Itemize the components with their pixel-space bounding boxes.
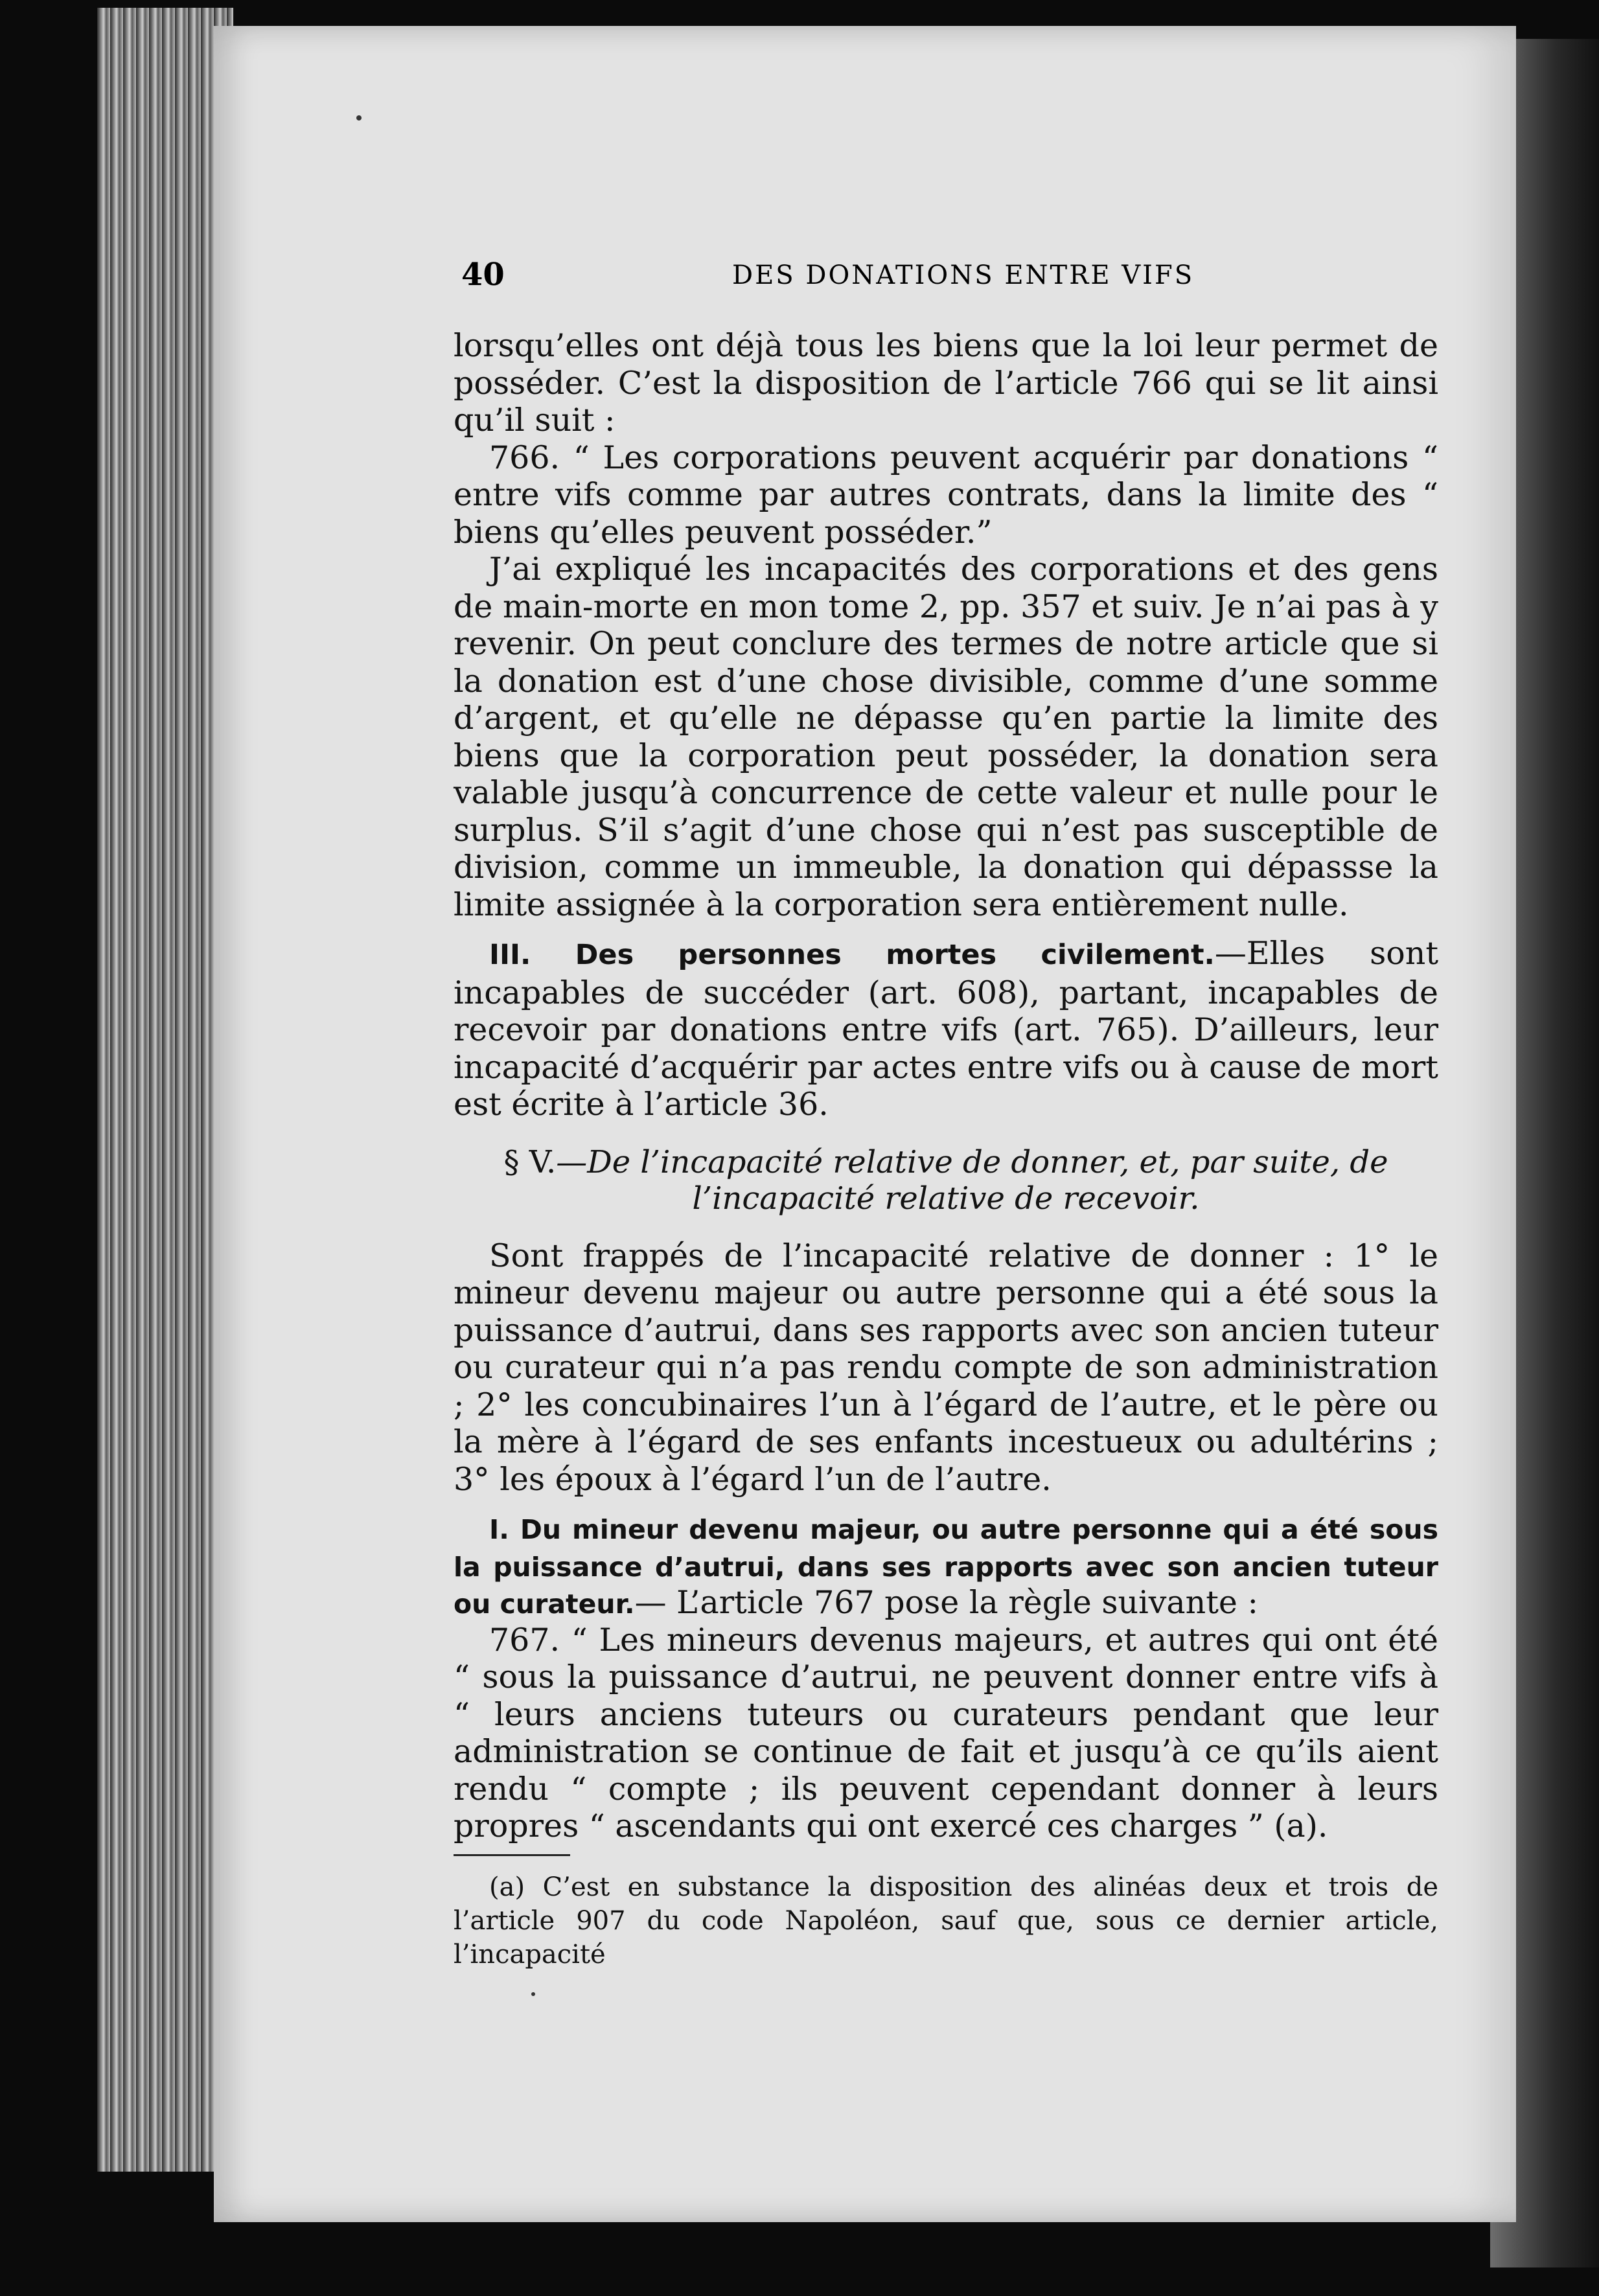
footnote-rule: [454, 1854, 570, 1856]
text-mortes-civilement: —Elles sont incapables de succéder (art. 608), partant, incapables de recevoir par donations entre vifs (art. 765). D’ailleurs, leur incapacité d’acquérir par actes entre vifs ou à cause de mort est écrite à l’article 36.: [454, 935, 1439, 1123]
page-number: 40: [461, 257, 505, 293]
paragraph-mortes-civilement: [454, 935, 1438, 1123]
heading-mortes-civilement: III. Des personnes mortes civilement.: [489, 939, 1215, 971]
subheading-mineur: I. Du mineur devenu majeur, ou autre personne qui a été sous la puissance d’autrui, dans ses rapports avec son ancien tuteur ou curateur.: [454, 1514, 1438, 1620]
paper-speck: [356, 115, 362, 121]
paragraph-continuation: lorsqu’elles ont déjà tous les biens que la loi leur permet de posséder. C’est la disposition de l’article 766 qui se lit ainsi qu’il suit :: [454, 327, 1438, 439]
section-title: [454, 1144, 1438, 1217]
paragraph-incapacite-relative: Sont frappés de l’incapacité relative de donner : 1° le mineur devenu majeur ou autre personne qui a été sous la puissance d’autrui, dans ses rapports avec son ancien tuteur ou curateur qui n’a pas rendu compte de son administration ; 2° les concubinaires l’un à l’égard de l’autre, et le père ou la mère à l’égard de ses enfants incestueux ou adultérins ; 3° les époux à l’égard l’un de l’autre.: [454, 1237, 1438, 1498]
running-header: [461, 257, 1433, 295]
article-766: 766. “ Les corporations peuvent acquérir par donations “ entre vifs comme par autres contrats, dans la limite des “ biens qu’elles peuvent posséder.”: [454, 439, 1438, 551]
running-title: DES DONATIONS ENTRE VIFS: [732, 260, 1195, 290]
subheading-tail: — L’article 767 pose la règle suivante :: [634, 1584, 1258, 1621]
paragraph-corporations: J’ai expliqué les incapacités des corporations et des gens de main-morte en mon tome 2, pp. 357 et suiv. Je n’ai pas à y revenir. On peut conclure des termes de notre article que si la donation est d’une chose divisible, comme d’une somme d’argent, et qu’elle ne dépasse qu’en partie la limite des biens que la corporation peut posséder, la donation sera valable jusqu’à concurrence de cette valeur et nulle pour le surplus. S’il s’agit d’une chose qui n’est pas susceptible de division, comme un immeuble, la donation qui dépassse la limite assignée à la corporation sera entièrement nulle.: [454, 551, 1438, 923]
article-767: 767. “ Les mineurs devenus majeurs, et autres qui ont été “ sous la puissance d’autrui, ne peuvent donner entre vifs à “ leurs anciens tuteurs ou curateurs pendant que leur administration se continue de fait et jusqu’à ce qu’ils aient rendu “ compte ; ils peuvent cependant donner à leurs propres “ ascendants qui ont exercé ces charges ” (a).: [454, 1621, 1438, 1844]
paper-speck: [531, 1992, 535, 1996]
book-page-edges: [97, 8, 233, 2172]
paragraph-mineur: [454, 1510, 1438, 1622]
footnote: (a) C’est en substance la disposition des alinéas deux et trois de l’article 907 du code Napoléon, sauf que, sous ce dernier article, l’incapacité: [454, 1872, 1438, 1969]
section-title-text: —De l’incapacité relative de donner, et, par suite, de l’incapacité relative de recevoir.: [556, 1143, 1388, 1217]
section-mark: § V.: [503, 1143, 557, 1180]
page-body: [454, 327, 1438, 1971]
